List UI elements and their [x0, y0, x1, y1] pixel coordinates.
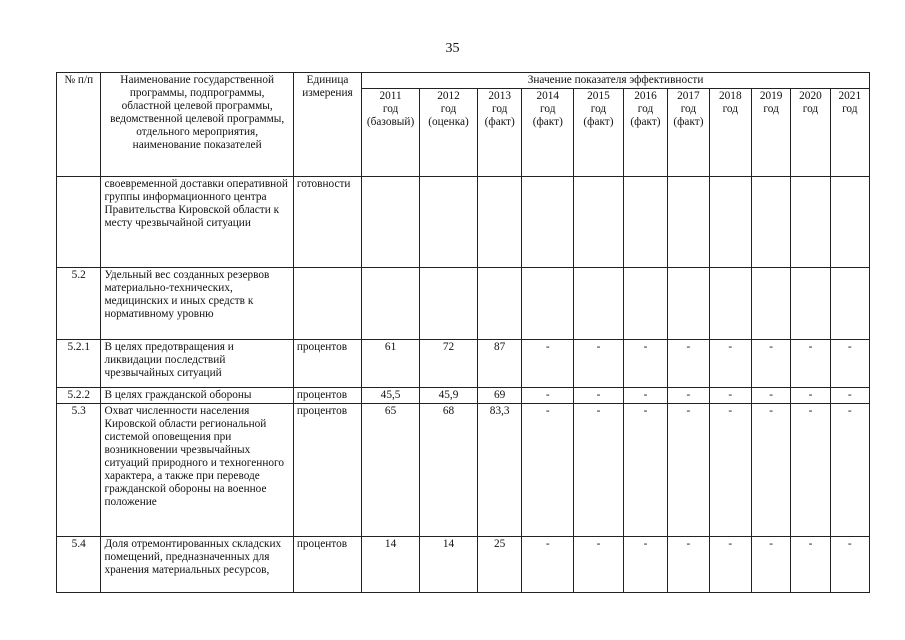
row-value-2018	[709, 268, 751, 340]
table-row	[57, 268, 870, 340]
row-value-2016: -	[623, 537, 667, 593]
row-value-2012: 72	[420, 340, 478, 388]
row-number: 5.2	[57, 268, 101, 340]
row-unit: готовности	[293, 177, 361, 268]
row-name: Доля отремонтированных складских помещений, предназначенных для хранения материальных ресурсов,	[101, 537, 293, 593]
row-value-2011: 61	[362, 340, 420, 388]
row-value-2018: -	[709, 404, 751, 537]
table-row	[57, 388, 870, 404]
row-value-2020: -	[791, 404, 830, 537]
row-value-2015: -	[574, 537, 624, 593]
row-value-2017: -	[668, 537, 709, 593]
table-row	[57, 537, 870, 593]
table-row	[57, 404, 870, 537]
row-value-2018: -	[709, 388, 751, 404]
row-value-2011: 65	[362, 404, 420, 537]
row-name: своевременной доставки оперативной группы информационного центра Правительства Кировской области к месту чрезвычайной ситуации	[101, 177, 293, 268]
row-value-2016: -	[623, 388, 667, 404]
row-unit	[293, 268, 361, 340]
row-value-2014: -	[522, 388, 574, 404]
row-value-2019: -	[752, 388, 791, 404]
row-value-2012: 14	[420, 537, 478, 593]
row-value-2014: -	[522, 404, 574, 537]
row-value-2011: 14	[362, 537, 420, 593]
row-value-2019: -	[752, 340, 791, 388]
row-value-2015: -	[574, 404, 624, 537]
row-value-2015	[574, 177, 624, 268]
header-year-2016: 2016 год (факт)	[623, 89, 667, 177]
row-value-2021	[830, 177, 869, 268]
row-value-2011: 45,5	[362, 388, 420, 404]
row-number: 5.4	[57, 537, 101, 593]
row-value-2019	[752, 177, 791, 268]
row-value-2021: -	[830, 404, 869, 537]
row-value-2015	[574, 268, 624, 340]
row-value-2014	[522, 268, 574, 340]
row-value-2020	[791, 177, 830, 268]
row-value-2016: -	[623, 404, 667, 537]
row-value-2017: -	[668, 340, 709, 388]
header-year-2017: 2017 год (факт)	[668, 89, 709, 177]
indicators-table	[56, 72, 870, 593]
row-value-2011	[362, 268, 420, 340]
row-value-2011	[362, 177, 420, 268]
row-unit: процентов	[293, 537, 361, 593]
row-value-2020: -	[791, 340, 830, 388]
row-value-2017: -	[668, 388, 709, 404]
row-value-2014: -	[522, 340, 574, 388]
row-value-2016	[623, 177, 667, 268]
header-year-2011: 2011 год (базовый)	[362, 89, 420, 177]
row-unit: процентов	[293, 404, 361, 537]
row-value-2015: -	[574, 388, 624, 404]
row-value-2020: -	[791, 388, 830, 404]
row-value-2019	[752, 268, 791, 340]
page-number: 35	[445, 41, 460, 56]
table-row	[57, 340, 870, 388]
row-value-2013: 87	[477, 340, 521, 388]
row-value-2018: -	[709, 340, 751, 388]
row-number	[57, 177, 101, 268]
header-name: Наименование государственной программы, подпрограммы, областной целевой программы, ведомственной целевой программы, отдельного мероприятия, наименование показателей	[101, 73, 293, 177]
row-number: 5.2.2	[57, 388, 101, 404]
row-value-2017	[668, 177, 709, 268]
header-unit: Единица измерения	[293, 73, 361, 177]
row-unit: процентов	[293, 388, 361, 404]
header-year-2015: 2015 год (факт)	[574, 89, 624, 177]
header-year-2014: 2014 год (факт)	[522, 89, 574, 177]
row-value-2012	[420, 177, 478, 268]
row-value-2014	[522, 177, 574, 268]
header-year-2018: 2018 год	[709, 89, 751, 177]
table-body	[57, 177, 870, 593]
row-value-2014: -	[522, 537, 574, 593]
header-year-2012: 2012 год (оценка)	[420, 89, 478, 177]
header-year-2019: 2019 год	[752, 89, 791, 177]
row-value-2015: -	[574, 340, 624, 388]
row-value-2021: -	[830, 388, 869, 404]
header-year-2020: 2020 год	[791, 89, 830, 177]
row-value-2012: 45,9	[420, 388, 478, 404]
row-value-2019: -	[752, 404, 791, 537]
row-value-2013	[477, 177, 521, 268]
row-value-2013: 25	[477, 537, 521, 593]
row-value-2013: 83,3	[477, 404, 521, 537]
row-value-2020: -	[791, 537, 830, 593]
row-value-2018: -	[709, 537, 751, 593]
row-name: Удельный вес созданных резервов материально-технических, медицинских и иных средств к нормативному уровню	[101, 268, 293, 340]
header-year-2013: 2013 год (факт)	[477, 89, 521, 177]
row-value-2016: -	[623, 340, 667, 388]
row-unit: процентов	[293, 340, 361, 388]
row-value-2012	[420, 268, 478, 340]
row-name: Охват численности населения Кировской области региональной системой оповещения при возникновении чрезвычайных ситуаций природного и техногенного характера, а также при переводе гражданской обороны на военное положение	[101, 404, 293, 537]
row-value-2013: 69	[477, 388, 521, 404]
header-num: № п/п	[57, 73, 101, 177]
header-values-group: Значение показателя эффективности	[362, 73, 870, 89]
row-value-2021: -	[830, 537, 869, 593]
row-value-2017	[668, 268, 709, 340]
row-value-2012: 68	[420, 404, 478, 537]
row-number: 5.3	[57, 404, 101, 537]
row-value-2013	[477, 268, 521, 340]
table-row	[57, 177, 870, 268]
row-value-2018	[709, 177, 751, 268]
row-value-2019: -	[752, 537, 791, 593]
row-value-2021: -	[830, 340, 869, 388]
row-name: В целях гражданской обороны	[101, 388, 293, 404]
row-value-2016	[623, 268, 667, 340]
row-name: В целях предотвращения и ликвидации последствий чрезвычайных ситуаций	[101, 340, 293, 388]
row-number: 5.2.1	[57, 340, 101, 388]
header-year-2021: 2021 год	[830, 89, 869, 177]
row-value-2017: -	[668, 404, 709, 537]
row-value-2020	[791, 268, 830, 340]
header-row-1	[57, 73, 870, 89]
row-value-2021	[830, 268, 869, 340]
